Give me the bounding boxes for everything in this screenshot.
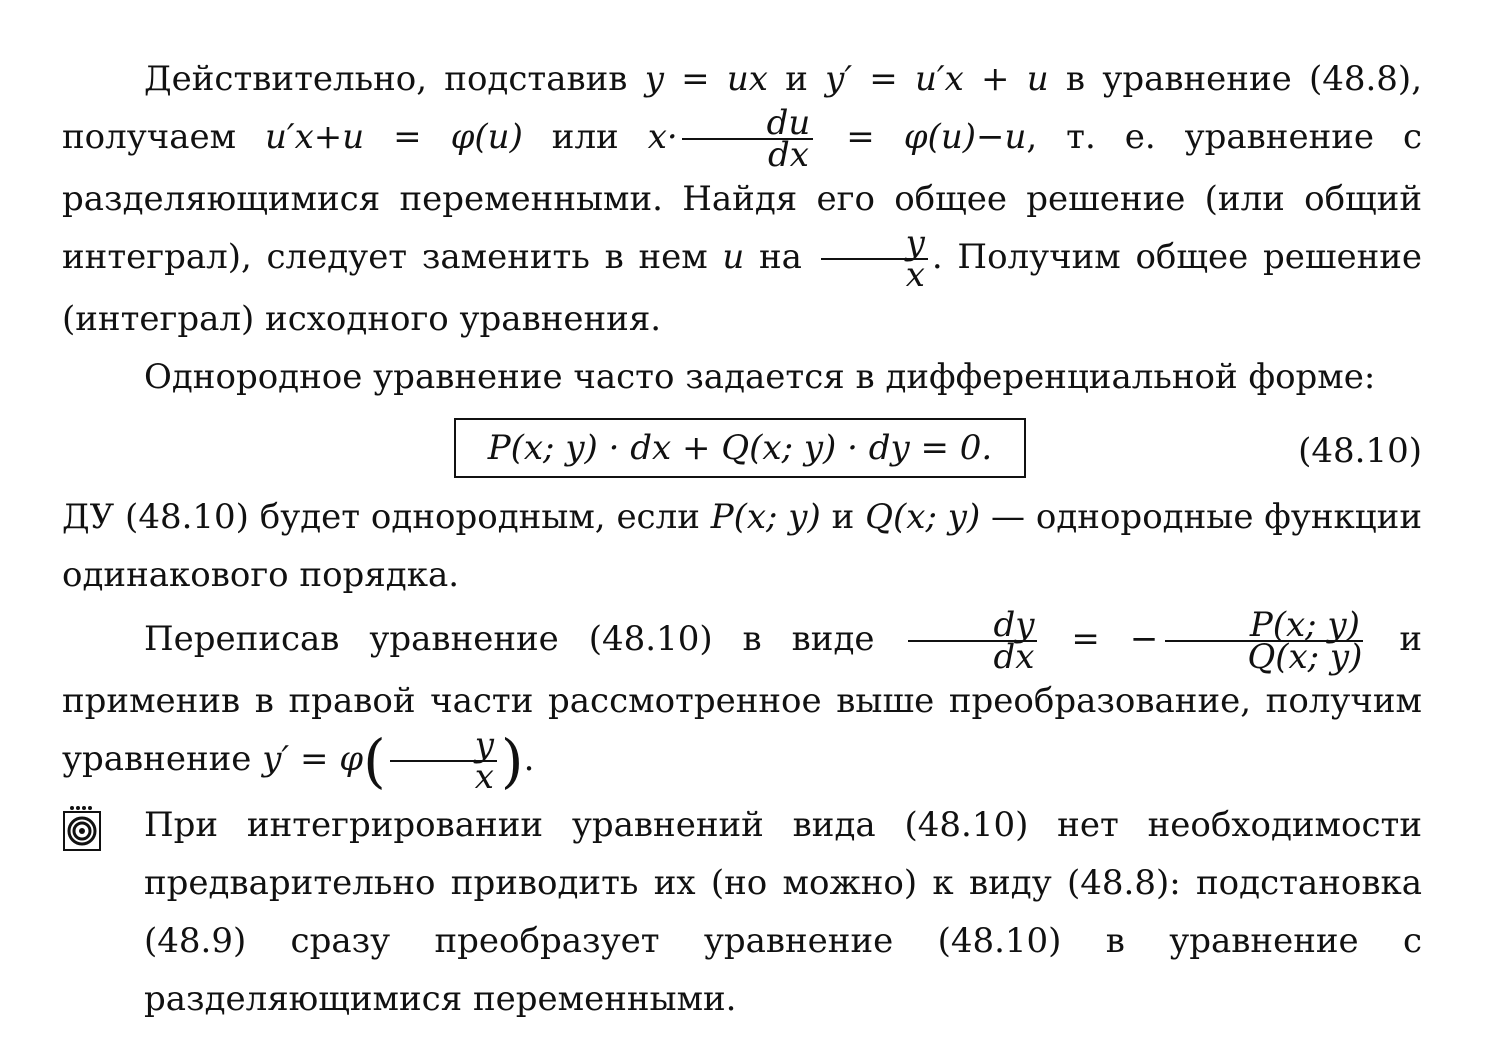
math-inline: y′ = φ	[262, 739, 364, 779]
math-inline: x·	[647, 117, 678, 157]
fraction-denominator: Q(x; y)	[1247, 637, 1363, 677]
math-inline: = −	[1041, 619, 1159, 659]
fraction-denominator: dx	[993, 637, 1035, 677]
text-run: , т. е. уравнение с разделяющимися переменными. Найдя его общее решение (или общий интеграл), следует заменить в нем	[62, 117, 1423, 277]
equation-formula: P(x; y) · dx + Q(x; y) · dy = 0.	[487, 428, 993, 468]
text-run: или	[522, 117, 648, 157]
fraction-dy-dx	[908, 605, 1037, 677]
display-equation-48-10	[62, 408, 1422, 488]
text-run: Переписав уравнение (48.10) в виде	[144, 619, 905, 659]
note-text	[62, 796, 1422, 1028]
fraction-numerator: P(x; y)	[1165, 610, 1363, 642]
text-run: — однородные функции одинакового порядка.	[62, 497, 1422, 595]
text-run: ДУ (48.10) будет однородным, если	[62, 497, 711, 537]
target-note-icon	[62, 804, 102, 852]
paragraph-rewrite	[62, 605, 1423, 797]
text-run: .	[523, 739, 535, 779]
math-inline: P(x; y)	[710, 497, 821, 537]
fraction-numerator: dy	[908, 610, 1037, 642]
page-body	[62, 50, 1422, 1028]
equation-number: (48.10)	[1298, 431, 1422, 471]
text-run: и	[820, 497, 866, 537]
boxed-equation	[454, 418, 1026, 478]
fraction-du-dx	[682, 103, 814, 175]
text-run: При интегрировании уравнений вида (48.10) нет необходимости предварительно приводить их (но можно) к виду (48.8): подстановка (48.9) сразу преобразует уравнение (48.10) в уравнение с разделяющимися переменными.	[144, 805, 1422, 1019]
fraction-denominator: dx	[768, 135, 809, 175]
note-block	[62, 796, 1422, 1028]
paragraph-substitution	[62, 50, 1422, 348]
fraction-denominator: x	[474, 757, 494, 797]
fraction-denominator: x	[905, 255, 925, 295]
text-run: . Получим общее решение (интеграл) исходного уравнения.	[62, 237, 1423, 339]
fraction-y-x	[821, 223, 928, 295]
fraction-numerator: du	[682, 108, 814, 140]
math-inline: y = ux	[644, 59, 768, 99]
text-run: и применив в правой части рассмотренное выше преобразование, получим уравнение	[62, 619, 1423, 779]
text-run: на	[744, 237, 817, 277]
math-inline: u′x+u = φ(u)	[265, 117, 523, 157]
paragraph-differential-form	[62, 348, 1422, 406]
fraction-numerator: y	[821, 228, 928, 260]
text-run: и	[767, 59, 826, 99]
text-run: в уравнение (48.8), получаем	[62, 59, 1423, 157]
paragraph-homogeneous-condition	[62, 488, 1422, 604]
left-paren: (	[363, 727, 386, 795]
text-run: Однородное уравнение часто задается в дифференциальной форме:	[144, 357, 1376, 397]
right-paren: )	[500, 727, 524, 795]
math-inline: = φ(u)−u	[817, 117, 1027, 157]
fraction-p-over-q	[1162, 605, 1365, 677]
math-inline: u	[722, 237, 745, 277]
text-run: Действительно, подставив	[144, 59, 645, 99]
math-inline: y′ = u′x + u	[825, 59, 1049, 99]
math-inline: Q(x; y)	[865, 497, 981, 537]
fraction-y-x-phi	[390, 725, 497, 797]
fraction-numerator: y	[390, 730, 497, 762]
